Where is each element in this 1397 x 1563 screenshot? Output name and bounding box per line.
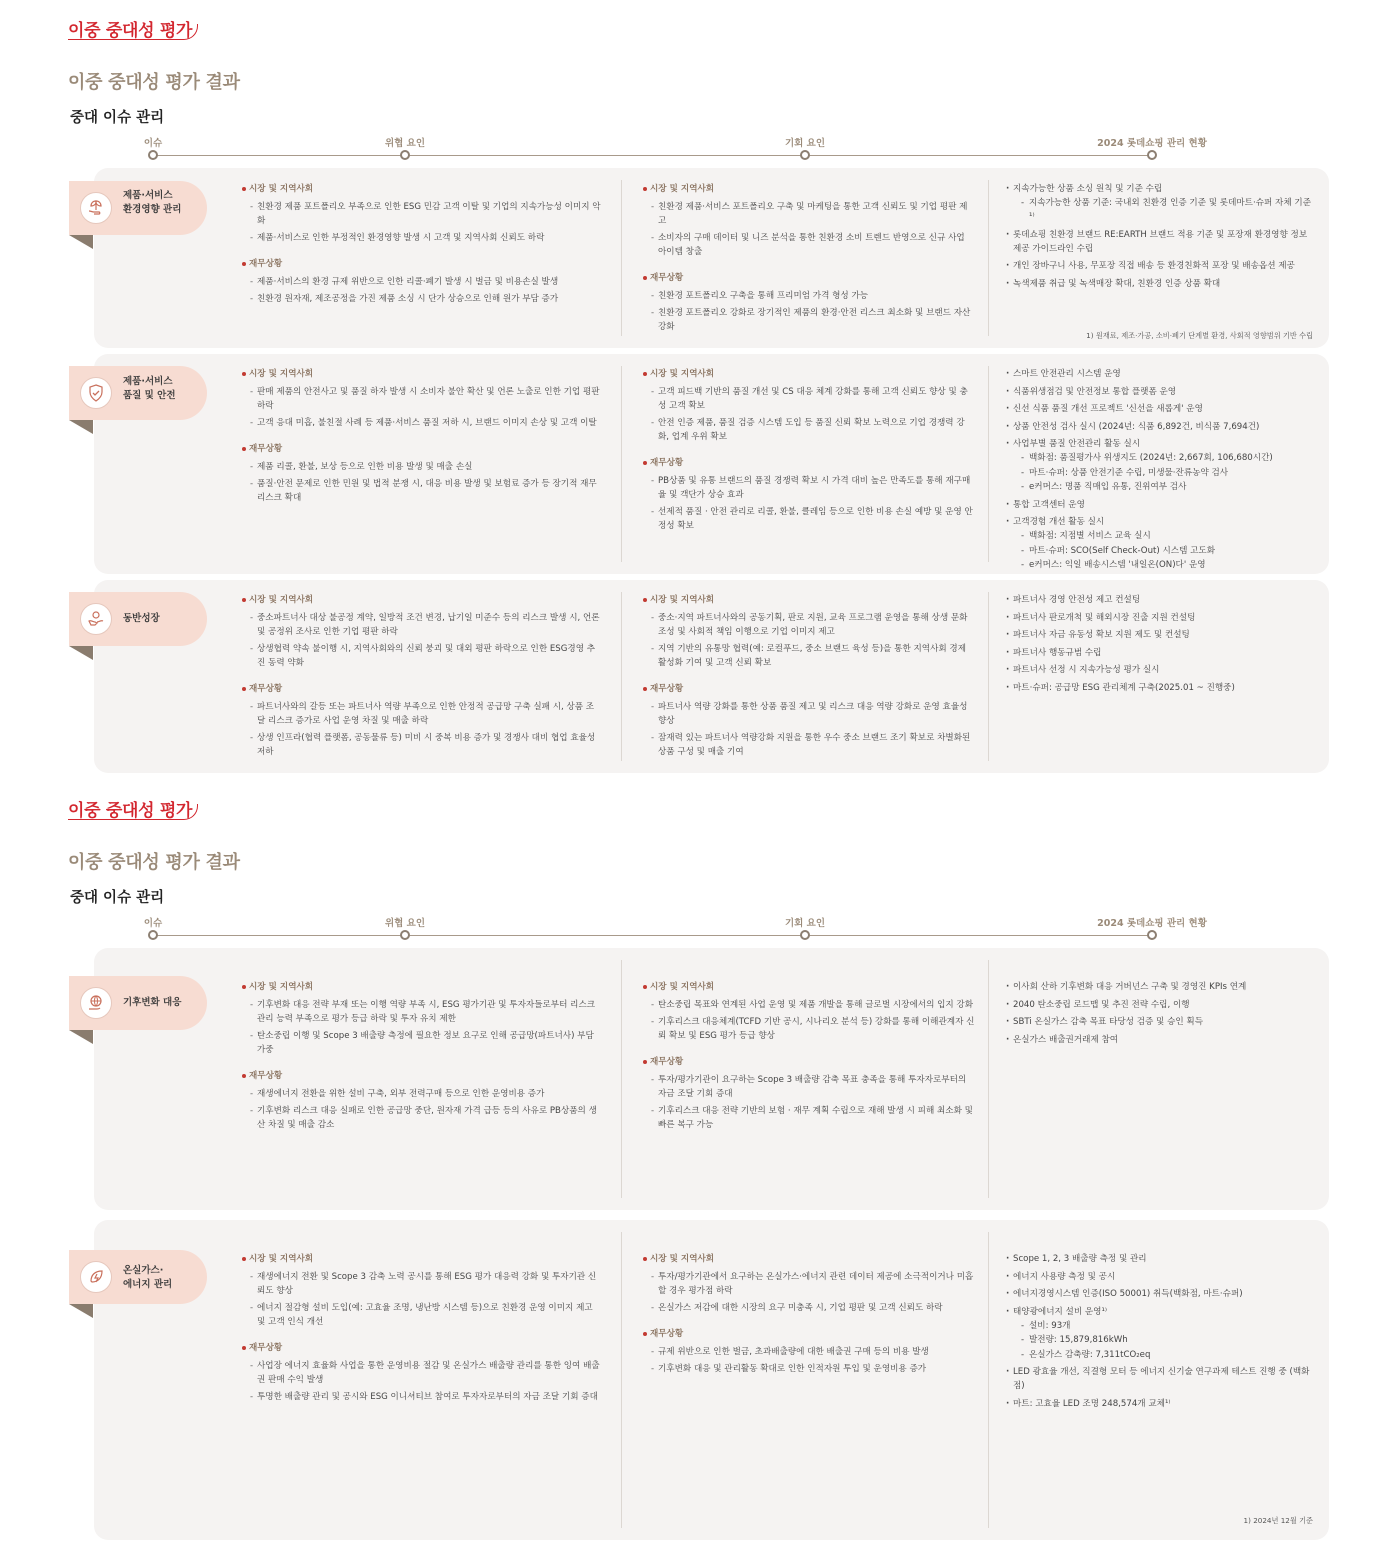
category-financial: 재무상황 [643,1327,975,1341]
title-underline [68,24,198,40]
management-item [1005,277,1315,291]
management-item [1005,1365,1315,1393]
axis-dot [800,150,810,160]
tag-fold [69,646,93,660]
list-item: - 사업장 에너지 효율화 사업을 통한 운영비용 절감 및 온실가스 배출량 관리를 통한 잉여 배출권 판매 수익 발생 [242,1359,602,1387]
issue-label: 동반성장 [123,613,160,624]
management-item [1005,1287,1315,1301]
column-divider [988,1232,989,1528]
management-subitem: - 설비: 93개 [1013,1319,1315,1333]
management-text: 2040 탄소중립 로드맵 및 추진 전략 수립, 이행 [1013,999,1190,1010]
category-market-community: 시장 및 지역사회 [242,367,602,381]
management-subitem: - 백화점: 지점별 서비스 교육 실시 [1013,529,1315,543]
axis-dot [1147,930,1157,940]
axis-label: 위협 요인 [384,138,426,149]
management-item [1005,1397,1315,1411]
management-text: 파트너사 행동규범 수립 [1013,647,1102,658]
management-text: 지속가능한 상품 소싱 원칙 및 기준 수립 [1013,184,1163,194]
axis-dot [400,150,410,160]
issue-label: 제품·서비스 품질 및 안전 [123,376,176,401]
tag-fold [69,420,93,434]
axis-label: 기회 요인 [784,918,826,929]
management-subitem: - 온실가스 감축량: 7,311tCO₂eq [1013,1348,1315,1362]
management-text: 마트·슈퍼: 공급망 ESG 관리체계 구축(2025.01 ~ 진행중) [1013,682,1235,693]
list-item: - 탄소중립 이행 및 Scope 3 배출량 측정에 필요한 정보 요구로 인해 공급망(파트너사) 부담 가중 [242,1029,602,1057]
list-item: - 친환경 제품 포트폴리오 부족으로 인한 ESG 민감 고객 이탈 및 기업의 지속가능성 이미지 악화 [242,200,602,228]
management-text: 스마트 안전관리 시스템 운영 [1013,369,1121,379]
leaf-energy-icon [80,1261,112,1293]
axis-label: 이슈 [143,138,163,149]
management-text: 마트: 고효율 LED 조명 248,574개 교체¹⁾ [1013,1398,1171,1409]
footnote: 1) 2024년 12월 기준 [1243,1516,1313,1525]
threat-column [242,980,602,1135]
list-item: - 투명한 배출량 관리 및 공시와 ESG 이니셔티브 참여로 투자자로부터의 자금 조달 기회 증대 [242,1390,602,1404]
list-item: - 고객 응대 미흡, 불친절 사례 등 제품·서비스 품질 저하 시, 브랜드 이미지 손상 및 고객 이탈 [242,416,602,430]
management-text: SBTi 온실가스 감축 목표 타당성 검증 및 승인 획득 [1013,1017,1204,1027]
footnote: 1) 원재료, 제조·가공, 소비·폐기 단계별 환경, 사회적 영향범위 기반 수립 [1086,331,1313,340]
threat-column [242,182,602,309]
issue-label: 제품·서비스 환경영향 관리 [123,190,182,215]
axis-dot [1147,150,1157,160]
category-market-community: 시장 및 지역사회 [643,182,975,196]
category-financial: 재무상황 [242,257,602,271]
category-financial: 재무상황 [643,271,975,285]
threat-column [242,1252,602,1407]
section-title: 이중 중대성 평가 [68,21,193,41]
category-financial: 재무상황 [242,682,602,696]
list-item: - 소비자의 구매 데이터 및 니즈 분석을 통한 친환경 소비 트렌드 반영으로 신규 사업 아이템 창출 [643,231,975,259]
management-text: 이사회 산하 기후변화 대응 거버넌스 구축 및 경영진 KPIs 연계 [1013,982,1247,992]
management-item [1005,420,1315,434]
management-item [1005,980,1315,994]
column-divider [988,960,989,1198]
axis-label: 이슈 [143,918,163,929]
column-divider [988,180,989,336]
timeline-axis [152,935,1152,936]
management-item [1005,663,1315,677]
category-financial: 재무상황 [643,682,975,696]
tag-fold [69,1030,93,1044]
leaf-hand-icon [80,192,112,224]
category-financial: 재무상황 [643,1055,975,1069]
category-market-community: 시장 및 지역사회 [242,182,602,196]
category-financial: 재무상황 [242,1069,602,1083]
list-item: - 친환경 원자재, 제조공정을 가진 제품 소싱 시 단가 상승으로 인해 원가 부담 증가 [242,292,602,306]
management-text: 파트너사 자금 유동성 확보 지원 제도 및 컨설팅 [1013,630,1190,640]
management-item [1005,998,1315,1012]
list-item: - 재생에너지 전환 및 Scope 3 감축 노력 공시를 통해 ESG 평가 대응력 강화 및 투자기관 신뢰도 향상 [242,1270,602,1298]
management-item [1005,1252,1315,1266]
management-text: 온실가스 배출권거래제 참여 [1013,1034,1119,1045]
management-item [1005,182,1315,224]
management-item [1005,437,1315,494]
management-text: 파트너사 판로개척 및 해외시장 진출 지원 컨설팅 [1013,612,1196,623]
management-status-column [1005,1252,1315,1414]
management-status-column [1005,980,1315,1050]
tag-fold [69,235,93,249]
list-item: - 기후리스크 대응체계(TCFD 기반 공시, 시나리오 분석 등) 강화를 통해 이해관계자 신뢰 확보 및 ESG 평가 등급 향상 [643,1015,975,1043]
management-text: 에너지 사용량 측정 및 공시 [1013,1271,1116,1282]
timeline-axis [152,155,1152,156]
management-item [1005,385,1315,399]
list-item: - 상생 인프라(협력 플랫폼, 공동물류 등) 미비 시 중복 비용 증가 및 경쟁사 대비 협업 효율성 저하 [242,731,602,759]
opportunity-column [643,980,975,1135]
list-item: - 중소·지역 파트너사와의 공동기획, 판로 지원, 교육 프로그램 운영을 통해 상생 문화 조성 및 사회적 책임 이행으로 기업 이미지 제고 [643,611,975,639]
column-divider [621,1232,622,1528]
management-text: 통합 고객센터 운영 [1013,499,1085,510]
section-1 [0,0,1397,780]
threat-column [242,593,602,762]
management-text: 롯데쇼핑 친환경 브랜드 RE:EARTH 브랜드 적용 기준 및 포장재 환경영향 정보 제공 가이드라인 수립 [1013,229,1308,254]
management-subitem: - e커머스: 익일 배송시스템 '내일온(ON)다' 운영 [1013,558,1315,572]
section-2 [0,780,1397,1563]
opportunity-column [643,367,975,536]
management-text: 파트너사 경영 안전성 제고 컨설팅 [1013,595,1141,605]
category-market-community: 시장 및 지역사회 [643,593,975,607]
globe-hand-icon [80,987,112,1019]
list-item: - 제품 리콜, 환불, 보상 등으로 인한 비용 발생 및 매출 손실 [242,460,602,474]
management-text: 고객경험 개선 활동 실시 [1013,517,1105,527]
management-item [1005,259,1315,273]
list-item: - 판매 제품의 안전사고 및 품질 하자 발생 시 소비자 불안 확산 및 언론 노출로 인한 기업 평판 하락 [242,385,602,413]
handshake-icon [80,603,112,635]
tag-fold [69,1304,93,1318]
list-item: - PB상품 및 유통 브랜드의 품질 경쟁력 확보 시 가격 대비 높은 만족도를 통해 재구매율 및 객단가 상승 효과 [643,474,975,502]
list-item: - 친환경 제품·서비스 포트폴리오 구축 및 마케팅을 통한 고객 신뢰도 및 기업 평판 제고 [643,200,975,228]
axis-dot [800,930,810,940]
management-item [1005,593,1315,607]
axis-label: 2024 롯데쇼핑 관리 현황 [1097,138,1207,149]
management-subitem: - 마트·슈퍼: SCO(Self Check-Out) 시스템 고도화 [1013,544,1315,558]
management-text: 에너지경영시스템 인증(ISO 50001) 취득(백화점, 마트·슈퍼) [1013,1289,1243,1299]
issue-label: 온실가스· 에너지 관리 [123,1265,173,1290]
axis-label: 위협 요인 [384,918,426,929]
management-item [1005,1033,1315,1047]
management-subitem: - 발전량: 15,879,816kWh [1013,1333,1315,1347]
axis-dot [148,930,158,940]
list-item: - 기후변화 대응 및 관리활동 확대로 인한 인적자원 투입 및 운영비용 증가 [643,1362,975,1376]
column-divider [988,366,989,562]
management-subitem: - e커머스: 명품 직매입 유통, 진위여부 검사 [1013,480,1315,494]
category-market-community: 시장 및 지역사회 [643,367,975,381]
management-subitem: - 지속가능한 상품 기준: 국내외 친환경 인증 기준 및 롯데마트·슈퍼 자체 기준¹⁾ [1013,196,1315,224]
list-item: - 파트너사 역량 강화를 통한 상품 품질 제고 및 리스크 대응 역량 강화로 운영 효율성 향상 [643,700,975,728]
category-market-community: 시장 및 지역사회 [643,1252,975,1266]
column-divider [621,180,622,336]
shield-check-icon [80,377,112,409]
list-item: - 규제 위반으로 인한 벌금, 초과배출량에 대한 배출권 구매 등의 비용 발생 [643,1345,975,1359]
list-item: - 기후리스크 대응 전략 기반의 보험 · 재무 계획 수립으로 재해 발생 시 피해 최소화 및 빠른 복구 가능 [643,1104,975,1132]
management-item [1005,1015,1315,1029]
management-item [1005,367,1315,381]
column-divider [621,592,622,761]
category-financial: 재무상황 [242,442,602,456]
management-text: 사업부별 품질 안전관리 활동 실시 [1013,439,1141,449]
threat-column [242,367,602,508]
list-item: - 지역 기반의 유통망 협력(예: 로컬푸드, 중소 브랜드 육성 등)을 통한 지역사회 경제 활성화 기여 및 고객 신뢰 확보 [643,642,975,670]
list-item: - 탄소중립 목표와 연계된 사업 운영 및 제품 개발을 통해 글로벌 시장에서의 입지 강화 [643,998,975,1012]
management-status-column [1005,182,1315,294]
column-divider [988,592,989,761]
list-item: - 품질·안전 문제로 인한 민원 및 법적 분쟁 시, 대응 비용 발생 및 보험료 증가 등 장기적 재무 리스크 확대 [242,477,602,505]
management-item [1005,1270,1315,1284]
list-item: - 기후변화 대응 전략 부재 또는 이행 역량 부족 시, ESG 평가기관 및 투자자들로부터 리스크 관리 능력 부족으로 평가 등급 하락 및 투자 유치 제한 [242,998,602,1026]
issue-label: 기후변화 대응 [123,997,182,1008]
page-subtitle: 이중 중대성 평가 결과 [68,72,240,93]
axis-dot [400,930,410,940]
management-status-column [1005,593,1315,698]
management-text: 녹색제품 취급 및 녹색매장 확대, 친환경 인증 상품 확대 [1013,278,1221,289]
list-item: - 선제적 품질 · 안전 관리로 리콜, 환불, 클레임 등으로 인한 비용 손실 예방 및 운영 안정성 확보 [643,505,975,533]
list-item: - 잠재력 있는 파트너사 역량강화 지원을 통한 우수 중소 브랜드 조기 확보로 차별화된 상품 구성 및 매출 기여 [643,731,975,759]
list-item: - 제품·서비스로 인한 부정적인 환경영향 발생 시 고객 및 지역사회 신뢰도 하락 [242,231,602,245]
section-heading: 중대 이슈 관리 [70,110,165,126]
list-item: - 에너지 절감형 설비 도입(예: 고효율 조명, 냉난방 시스템 등)으로 친환경 운영 이미지 제고 및 고객 인식 개선 [242,1301,602,1329]
category-market-community: 시장 및 지역사회 [643,980,975,994]
opportunity-column [643,593,975,762]
list-item: - 상생협력 약속 불이행 시, 지역사회와의 신뢰 붕괴 및 대외 평판 하락으로 인한 ESG경영 추진 동력 약화 [242,642,602,670]
category-market-community: 시장 및 지역사회 [242,980,602,994]
list-item: - 파트너사와의 갈등 또는 파트너사 역량 부족으로 인한 안정적 공급망 구축 실패 시, 상품 조달 리스크 증가로 사업 운영 차질 및 매출 하락 [242,700,602,728]
list-item: - 재생에너지 전환을 위한 설비 구축, 외부 전력구매 등으로 인한 운영비용 증가 [242,1087,602,1101]
column-divider [621,960,622,1198]
management-text: LED 광효율 개선, 직결형 모터 등 에너지 신기술 연구과제 테스트 진행 중 (백화점) [1013,1367,1310,1391]
category-financial: 재무상황 [242,1341,602,1355]
management-text: 신선 식품 품질 개선 프로젝트 '신선을 새롭게' 운영 [1013,404,1203,414]
list-item: - 고객 피드백 기반의 품질 개선 및 CS 대응 체계 강화를 통해 고객 신뢰도 향상 및 충성 고객 확보 [643,385,975,413]
management-text: Scope 1, 2, 3 배출량 측정 및 관리 [1013,1254,1147,1264]
axis-dot [148,150,158,160]
category-financial: 재무상황 [643,456,975,470]
title-underline [68,804,198,820]
list-item: - 중소파트너사 대상 불공정 계약, 일방적 조건 변경, 납기일 미준수 등의 리스크 발생 시, 언론 및 공정위 조사로 인한 기업 평판 하락 [242,611,602,639]
list-item: - 제품·서비스의 환경 규제 위반으로 인한 리콜·폐기 발생 시 벌금 및 비용손실 발생 [242,275,602,289]
management-text: 태양광에너지 설비 운영¹⁾ [1013,1306,1108,1317]
management-item [1005,402,1315,416]
management-text: 파트너사 선정 시 지속가능성 평가 실시 [1013,665,1160,675]
management-text: 식품위생점검 및 안전정보 통합 플랫폼 운영 [1013,386,1177,397]
column-divider [621,366,622,562]
opportunity-column [643,1252,975,1379]
page-subtitle: 이중 중대성 평가 결과 [68,852,240,873]
list-item: - 친환경 포트폴리오 구축을 통해 프리미엄 가격 형성 가능 [643,289,975,303]
management-item [1005,628,1315,642]
list-item: - 안전 인증 제품, 품질 검증 시스템 도입 등 품질 신뢰 확보 노력으로 기업 경쟁력 강화, 업계 우위 확보 [643,416,975,444]
category-market-community: 시장 및 지역사회 [242,1252,602,1266]
opportunity-column [643,182,975,337]
axis-label: 기회 요인 [784,138,826,149]
management-text: 개인 장바구니 사용, 무포장 직접 배송 등 환경친화적 포장 및 배송옵션 제공 [1013,261,1295,271]
management-item [1005,611,1315,625]
management-item [1005,646,1315,660]
management-status-column [1005,367,1315,576]
management-item [1005,515,1315,572]
management-text: 상품 안전성 검사 실시 (2024년: 식품 6,892건, 비식품 7,694건) [1013,421,1260,432]
list-item: - 친환경 포트폴리오 강화로 장기적인 제품의 환경·안전 리스크 최소화 및 브랜드 자산 강화 [643,306,975,334]
management-item [1005,681,1315,695]
list-item: - 투자/평가기관에서 요구하는 온실가스·에너지 관련 데이터 제공에 소극적이거나 미흡할 경우 평가점 하락 [643,1270,975,1298]
management-item [1005,498,1315,512]
section-title: 이중 중대성 평가 [68,801,193,821]
list-item: - 기후변화 리스크 대응 실패로 인한 공급망 중단, 원자재 가격 급등 등의 사유로 PB상품의 생산 차질 및 매출 감소 [242,1104,602,1132]
axis-label: 2024 롯데쇼핑 관리 현황 [1097,918,1207,929]
category-market-community: 시장 및 지역사회 [242,593,602,607]
list-item: - 투자/평가기관이 요구하는 Scope 3 배출량 감축 목표 충족을 통해 투자자로부터의 자금 조달 기회 증대 [643,1073,975,1101]
management-subitem: - 마트·슈퍼: 상품 안전기준 수립, 미생물·잔류농약 검사 [1013,466,1315,480]
management-item [1005,228,1315,256]
management-item [1005,1305,1315,1362]
management-subitem: - 백화점: 품질평가사 위생지도 (2024년: 2,667회, 106,680시간) [1013,451,1315,465]
section-heading: 중대 이슈 관리 [70,890,165,906]
list-item: - 온실가스 저감에 대한 시장의 요구 미충족 시, 기업 평판 및 고객 신뢰도 하락 [643,1301,975,1315]
